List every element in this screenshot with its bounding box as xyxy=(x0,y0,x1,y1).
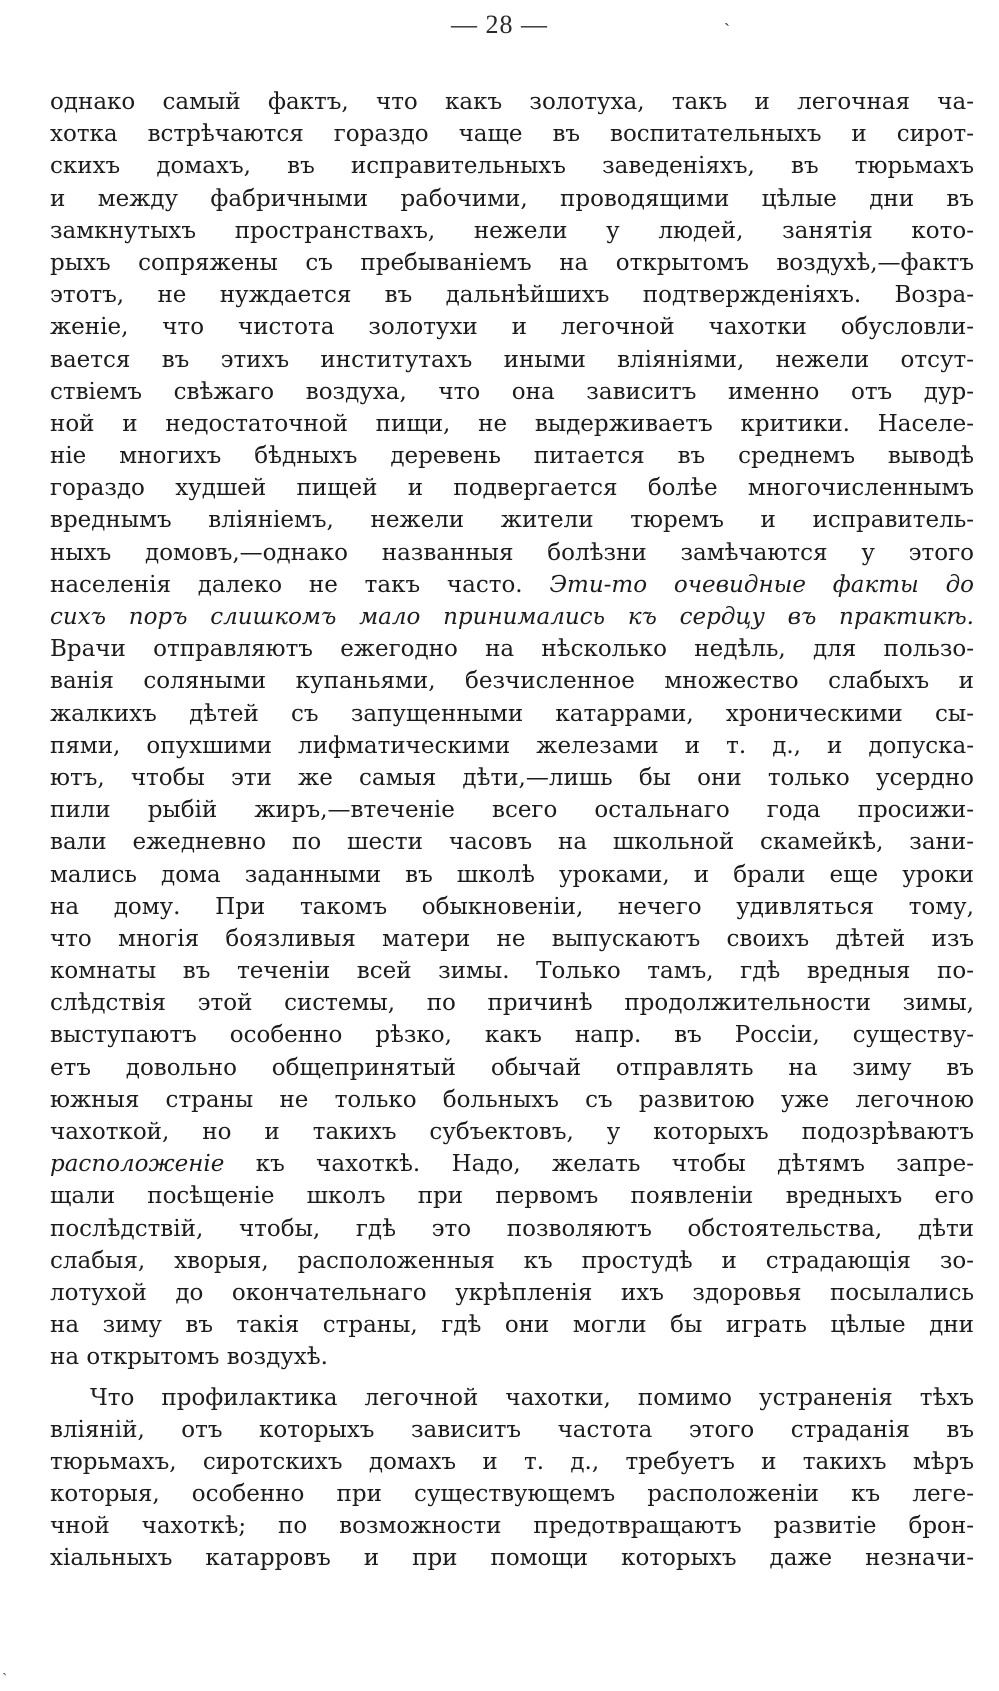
italic-text-segment: расположеніе xyxy=(50,1151,225,1178)
text-segment: пили рыбій жиръ,—втеченіе всего остальнаго года просижи- xyxy=(50,797,974,824)
text-line xyxy=(50,1052,974,1084)
text-segment: населенія далеко не такъ часто. xyxy=(50,571,550,598)
text-line xyxy=(50,1341,974,1373)
text-segment: скихъ домахъ, въ исправительныхъ заведеніяхъ, въ тюрьмахъ xyxy=(50,153,974,180)
text-line xyxy=(50,1446,974,1478)
text-segment: къ чахоткѣ. Надо, желать чтобы дѣтямъ запре- xyxy=(224,1151,974,1178)
text-segment: ніе многихъ бѣдныхъ деревень питается въ среднемъ выводѣ xyxy=(50,443,974,470)
text-line xyxy=(50,537,974,569)
text-segment: ютъ, чтобы эти же самыя дѣти,—лишь бы они только усердно xyxy=(50,764,974,791)
text-segment: что многія боязливыя матери не выпускаютъ своихъ дѣтей изъ xyxy=(50,925,974,952)
text-line xyxy=(50,279,974,311)
text-line xyxy=(50,826,974,858)
text-segment: ванія соляными купаньями, безчисленное множество слабыхъ и xyxy=(50,668,974,695)
text-segment: гораздо худшей пищей и подвергается болѣе многочисленнымъ xyxy=(50,475,974,502)
text-segment: и между фабричными рабочими, проводящими цѣлые дни въ xyxy=(50,185,974,212)
text-line xyxy=(50,1084,974,1116)
body-text xyxy=(50,86,974,1575)
text-segment: которыя, особенно при существующемъ расположеніи къ леге- xyxy=(50,1481,974,1508)
text-segment: хотка встрѣчаются гораздо чаще въ воспитательныхъ и сирот- xyxy=(50,121,974,148)
text-line xyxy=(50,730,974,762)
text-line xyxy=(50,472,974,504)
text-line xyxy=(50,1309,974,1341)
text-segment: пями, опухшими лифматическими железами и т. д., и допуска- xyxy=(50,732,974,759)
text-segment: на зиму въ такія страны, гдѣ они могли бы играть цѣлые дни xyxy=(50,1312,974,1339)
text-segment: мались дома заданными въ школѣ уроками, и брали еще уроки xyxy=(50,861,974,888)
text-segment: на дому. При такомъ обыкновеніи, нечего удивляться тому, xyxy=(50,893,974,920)
text-line xyxy=(50,1116,974,1148)
text-segment: вреднымъ вліяніемъ, нежели жители тюремъ и исправитель- xyxy=(50,507,974,534)
page-number: — 28 — xyxy=(451,10,548,39)
text-line xyxy=(50,376,974,408)
text-line xyxy=(50,1245,974,1277)
text-segment: ствіемъ свѣжаго воздуха, что она зависитъ именно отъ дур- xyxy=(50,378,974,405)
text-line xyxy=(50,1542,974,1574)
text-segment: этотъ, не нуждается въ дальнѣйшихъ подтвержденіяхъ. Возра- xyxy=(50,282,974,309)
text-line xyxy=(50,344,974,376)
text-line xyxy=(50,1148,974,1180)
text-segment: вліяній, отъ которыхъ зависитъ частота этого страданія въ xyxy=(50,1416,974,1443)
text-line xyxy=(50,891,974,923)
text-segment: ной и недостаточной пищи, не выдерживаетъ критики. Населе- xyxy=(50,410,974,437)
text-line xyxy=(50,698,974,730)
italic-text-segment: сихъ поръ слишкомъ мало принимались къ сердцу въ практикѣ. xyxy=(50,604,974,630)
text-line xyxy=(50,1414,974,1446)
text-segment: на открытомъ воздухѣ. xyxy=(50,1344,328,1371)
text-line xyxy=(50,504,974,536)
stray-print-mark: ˋ xyxy=(724,20,730,40)
text-segment: Врачи отправляютъ ежегодно на нѣсколько недѣль, для пользо- xyxy=(50,636,974,663)
text-line xyxy=(50,601,974,633)
text-line xyxy=(50,247,974,279)
text-segment: выступаютъ особенно рѣзко, какъ напр. въ Россіи, существу- xyxy=(50,1022,974,1049)
text-segment: вается въ этихъ институтахъ иными вліяніями, нежели отсут- xyxy=(50,346,974,373)
text-line xyxy=(50,794,974,826)
text-segment: жалкихъ дѣтей съ запущенными катаррами, хроническими сы- xyxy=(50,700,974,727)
text-line xyxy=(50,1478,974,1510)
text-segment: ныхъ домовъ,—однако названныя болѣзни замѣчаются у этого xyxy=(50,539,974,566)
text-line xyxy=(50,665,974,697)
text-line xyxy=(50,311,974,343)
text-segment: вали ежедневно по шести часовъ на школьной скамейкѣ, зани- xyxy=(50,829,974,856)
text-line xyxy=(50,859,974,891)
text-segment: тюрьмахъ, сиротскихъ домахъ и т. д., требуетъ и такихъ мѣръ xyxy=(50,1448,974,1475)
text-line xyxy=(50,923,974,955)
text-segment: женіе, что чистота золотухи и легочной чахотки обусловли- xyxy=(50,314,974,341)
paragraph xyxy=(50,1382,974,1575)
text-segment: южныя страны не только больныхъ съ развитою уже легочною xyxy=(50,1086,974,1113)
text-line xyxy=(50,987,974,1019)
text-line xyxy=(50,1213,974,1245)
text-line xyxy=(50,1180,974,1212)
text-line xyxy=(50,118,974,150)
text-segment: лотухой до окончательнаго укрѣпленія ихъ здоровья посылались xyxy=(50,1279,974,1306)
italic-text-segment: Эти-то очевидные факты до xyxy=(549,571,974,598)
text-line xyxy=(50,150,974,182)
text-line xyxy=(50,1019,974,1051)
text-line xyxy=(50,1510,974,1542)
text-segment: Что профилактика легочной чахотки, помимо устраненія тѣхъ xyxy=(90,1384,974,1411)
text-line xyxy=(50,86,974,118)
text-segment: щали посѣщеніе школъ при первомъ появленіи вредныхъ его xyxy=(50,1183,974,1210)
text-line xyxy=(50,569,974,601)
text-line xyxy=(50,215,974,247)
text-line xyxy=(50,440,974,472)
text-line xyxy=(50,1382,974,1414)
text-line xyxy=(50,633,974,665)
text-segment: чахоткой, но и такихъ субъектовъ, у которыхъ подозрѣваютъ xyxy=(50,1119,974,1145)
text-line xyxy=(50,955,974,987)
text-segment: слабыя, хворыя, расположенныя къ простудѣ и страдающія зо- xyxy=(50,1247,974,1274)
text-line xyxy=(50,183,974,215)
text-segment: замкнутыхъ пространствахъ, нежели у людей, занятія кото- xyxy=(50,217,974,244)
text-segment: слѣдствія этой системы, по причинѣ продолжительности зимы, xyxy=(50,990,974,1017)
text-line xyxy=(50,762,974,794)
text-segment: хіальныхъ катарровъ и при помощи которыхъ даже незначи- xyxy=(50,1545,974,1572)
text-segment: чной чахоткѣ; по возможности предотвращаютъ развитіе брон- xyxy=(50,1513,974,1540)
text-segment: рыхъ сопряжены съ пребываніемъ на открытомъ воздухѣ,—фактъ xyxy=(50,249,974,276)
text-line xyxy=(50,408,974,440)
corner-print-mark: ˋ xyxy=(2,1671,8,1688)
text-segment: послѣдствій, чтобы, гдѣ это позволяютъ обстоятельства, дѣти xyxy=(50,1215,974,1242)
text-segment: етъ довольно общепринятый обычай отправлять на зиму въ xyxy=(50,1054,974,1081)
text-line xyxy=(50,1277,974,1309)
paragraph xyxy=(50,86,974,1374)
text-segment: однако самый фактъ, что какъ золотуха, такъ и легочная ча- xyxy=(50,89,974,115)
text-segment: комнаты въ теченіи всей зимы. Только тамъ, гдѣ вредныя по- xyxy=(50,958,974,985)
